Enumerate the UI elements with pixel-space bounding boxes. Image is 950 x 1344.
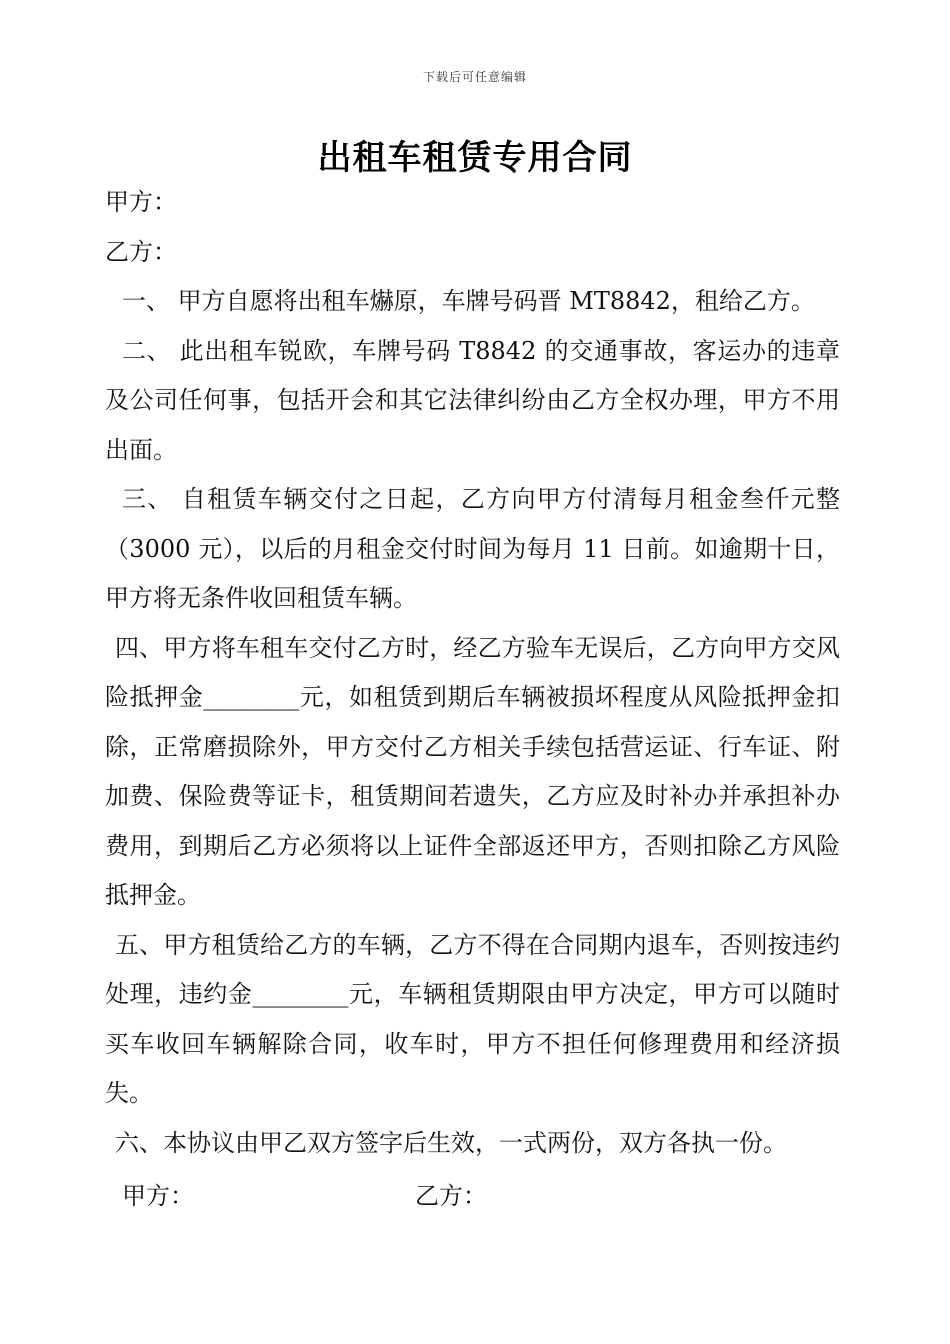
party-a-line: 甲方：: [105, 188, 177, 216]
clause-3: 三、 自租赁车辆交付之日起，乙方向甲方付清每月租金叁仟元整（3000 元），以后的月租金交付时间为每月 11 日前。如逾期十日，甲方将无条件收回租赁车辆。: [105, 485, 840, 612]
party-b-signature-label: 乙方：: [415, 1182, 487, 1210]
clause-5: 五、甲方租赁给乙方的车辆，乙方不得在合同期内退车，否则按违约处理，违约金________元，车辆租赁期限由甲方决定，甲方可以随时买车收回车辆解除合同，收车时，甲方不担任何修理费用和经济损失。: [105, 930, 840, 1107]
header-note: 下载后可任意编辑: [422, 70, 527, 84]
party-a-signature-label: 甲方：: [122, 1182, 194, 1210]
party-b-line: 乙方：: [105, 237, 177, 266]
document-title: 出租车租赁专用合同: [317, 138, 633, 178]
clause-1: 一、 甲方自愿将出租车爀原，车牌号码晋 MT8842，租给乙方。: [122, 287, 815, 315]
clause-4: 四、甲方将车租车交付乙方时，经乙方验车无误后，乙方向甲方交风险抵押金________元，如租赁到期后车辆被损坏程度从风险抵押金扣除，正常磨损除外，甲方交付乙方相关手续包括营运证、行车证、附加费、保险费等证卡，租赁期间若遗失，乙方应及时补办并承担补办费用，到期后乙方必须将以上证件全部返还甲方，否则扣除乙方风险抵押金。: [105, 633, 840, 909]
clause-6: 六、本协议由甲乙双方签字后生效，一式两份，双方各执一份。: [115, 1128, 787, 1157]
contract-body: [105, 178, 840, 1168]
clause-2: 二、 此出租车锐欧，车牌号码 T8842 的交通事故，客运办的违章及公司任何事，包括开会和其它法律纠纷由乙方全权办理，甲方不用出面。: [105, 336, 840, 464]
signature-row: [105, 1172, 840, 1222]
